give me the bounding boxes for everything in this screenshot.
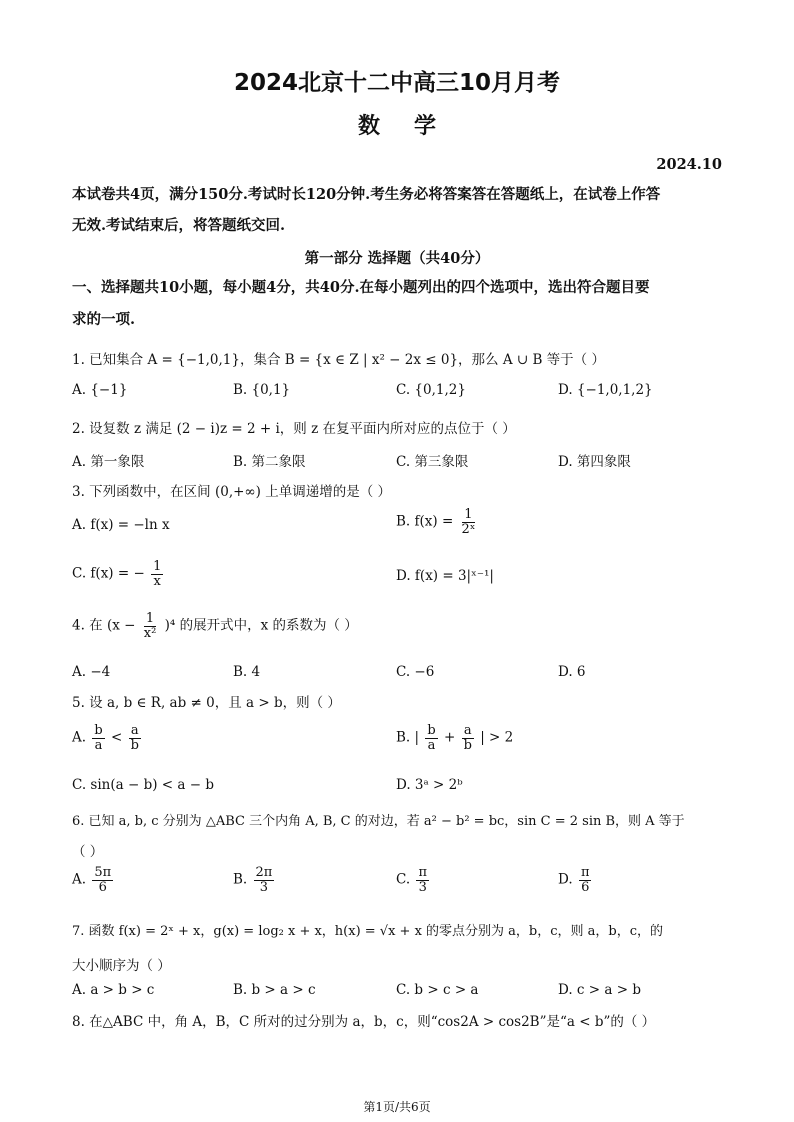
fraction: $\frac{a}{b}$ [130,723,139,753]
question-1-option-d: D. {−1,0,1,2} [558,382,653,398]
question-7-option-d: D. c > a > b [558,982,641,998]
question-5-option-c: C. sin(a − b) < a − b [72,777,214,793]
question-7-line-2: 大小顺序为（ ） [72,958,171,974]
question-1-option-b: B. {0,1} [233,382,291,398]
question-2-option-d: D. 第四象限 [558,454,631,470]
subject-title: 数学 [357,114,470,139]
question-1-option-a: A. {−1} [72,382,128,398]
fraction: $\frac{5\pi}{6}$ [94,865,112,895]
question-3-stem: 3. 下列函数中，在区间 (0,+∞) 上单调递增的是（ ） [72,484,392,500]
question-5-stem: 5. 设 a, b ∈ R, ab ≠ 0，且 a > b，则（ ） [72,695,341,711]
exam-date: 2024.10 [656,156,722,173]
section-instructions-line-1: 一、选择题共10小题，每小题4分，共40分.在每小题列出的四个选项中，选出符合题目要 [72,279,650,296]
question-1-stem: 1. 已知集合 A = {−1,0,1}，集合 B = {x ∈ Z | x² − 2x ≤ 0}，那么 A ∪ B 等于（ ） [72,352,605,368]
question-2-option-c: C. 第三象限 [396,454,469,470]
question-6-stem: 6. 已知 a, b, c 分别为 △ABC 三个内角 A, B, C 的对边，若 a² − b² = bc，sin C = 2 sin B，则 A 等于 [72,814,685,829]
fraction: $\frac{a}{b}$ [463,723,472,753]
fraction: $\frac{2\pi}{3}$ [255,865,273,895]
fraction: $\frac{1}{x}$ [153,559,162,589]
question-6-option-c: C. $\frac{\pi}{3}$ [396,865,427,895]
part1-title: 第一部分 选择题（共40分） [304,250,490,267]
question-7-option-a: A. a > b > c [72,982,155,998]
question-4-option-a: A. −4 [72,664,111,680]
fraction: $\frac{\pi}{3}$ [418,865,427,895]
question-7-option-b: B. b > a > c [233,982,316,998]
question-6-option-d: D. $\frac{\pi}{6}$ [558,865,590,895]
question-1-option-c: C. {0,1,2} [396,382,466,398]
question-4-option-d: D. 6 [558,664,586,680]
question-7-option-c: C. b > c > a [396,982,479,998]
question-6-paren: （ ） [72,844,104,860]
fraction: $\frac{b}{a}$ [94,723,103,753]
question-3-option-c: C. f(x) = − $\frac{1}{x}$ [72,559,162,589]
question-5-option-b: B. | $\frac{b}{a}$ + $\frac{a}{b}$ | > 2 [396,723,514,753]
fraction: $\frac{\pi}{6}$ [580,865,590,895]
fraction: $\frac{1}{\text{x²}}$ [143,611,157,641]
instructions-line-2: 无效.考试结束后，将答题纸交回. [72,217,286,234]
fraction: $\frac{b}{a}$ [427,723,436,753]
question-8-stem: 8. 在△ABC 中，角 A，B，C 所对的过分别为 a，b，c，则“cos2A > cos2B”是“a < b”的（ ） [72,1014,656,1030]
exam-title: 2024北京十二中高三10月月考 [233,70,561,96]
question-7-stem: 7. 函数 f(x) = 2ˣ + x，g(x) = log₂ x + x，h(x) = √x + x 的零点分别为 a，b，c，则 a，b，c，的 [72,924,664,939]
question-2-option-a: A. 第一象限 [72,454,145,470]
question-4-stem: 4. 在 (x − $\frac{1}{\text{x²}}$ )⁴ 的展开式中，x 的系数为（ ） [72,611,358,641]
question-5-option-d: D. 3ᵃ > 2ᵇ [396,777,463,793]
question-6-option-a: A. $\frac{5\pi}{6}$ [72,865,112,895]
question-3-option-b: B. f(x) = $\frac{1}{\text{2ˣ}}$ [396,507,476,537]
fraction: $\frac{1}{\text{2ˣ}}$ [461,507,476,537]
question-6-option-b: B. $\frac{2\pi}{3}$ [233,865,273,895]
question-4-option-c: C. −6 [396,664,435,680]
instructions-line-1: 本试卷共4页，满分150分.考试时长120分钟.考生务必将答案答在答题纸上，在试卷上作答 [72,186,661,203]
question-3-option-a: A. f(x) = −ln x [72,517,170,533]
question-4-option-b: B. 4 [233,664,261,680]
section-instructions-line-2: 求的一项. [72,311,136,328]
question-3-option-d: D. f(x) = 3|ˣ⁻¹| [396,568,494,584]
question-2-stem: 2. 设复数 z 满足 (2 − i)z = 2 + i，则 z 在复平面内所对应的点位于（ ） [72,421,516,437]
page-number: 第1页/共6页 [363,1100,431,1114]
question-5-option-a: A. $\frac{b}{a}$ < $\frac{a}{b}$ [72,723,139,753]
question-2-option-b: B. 第二象限 [233,454,306,470]
